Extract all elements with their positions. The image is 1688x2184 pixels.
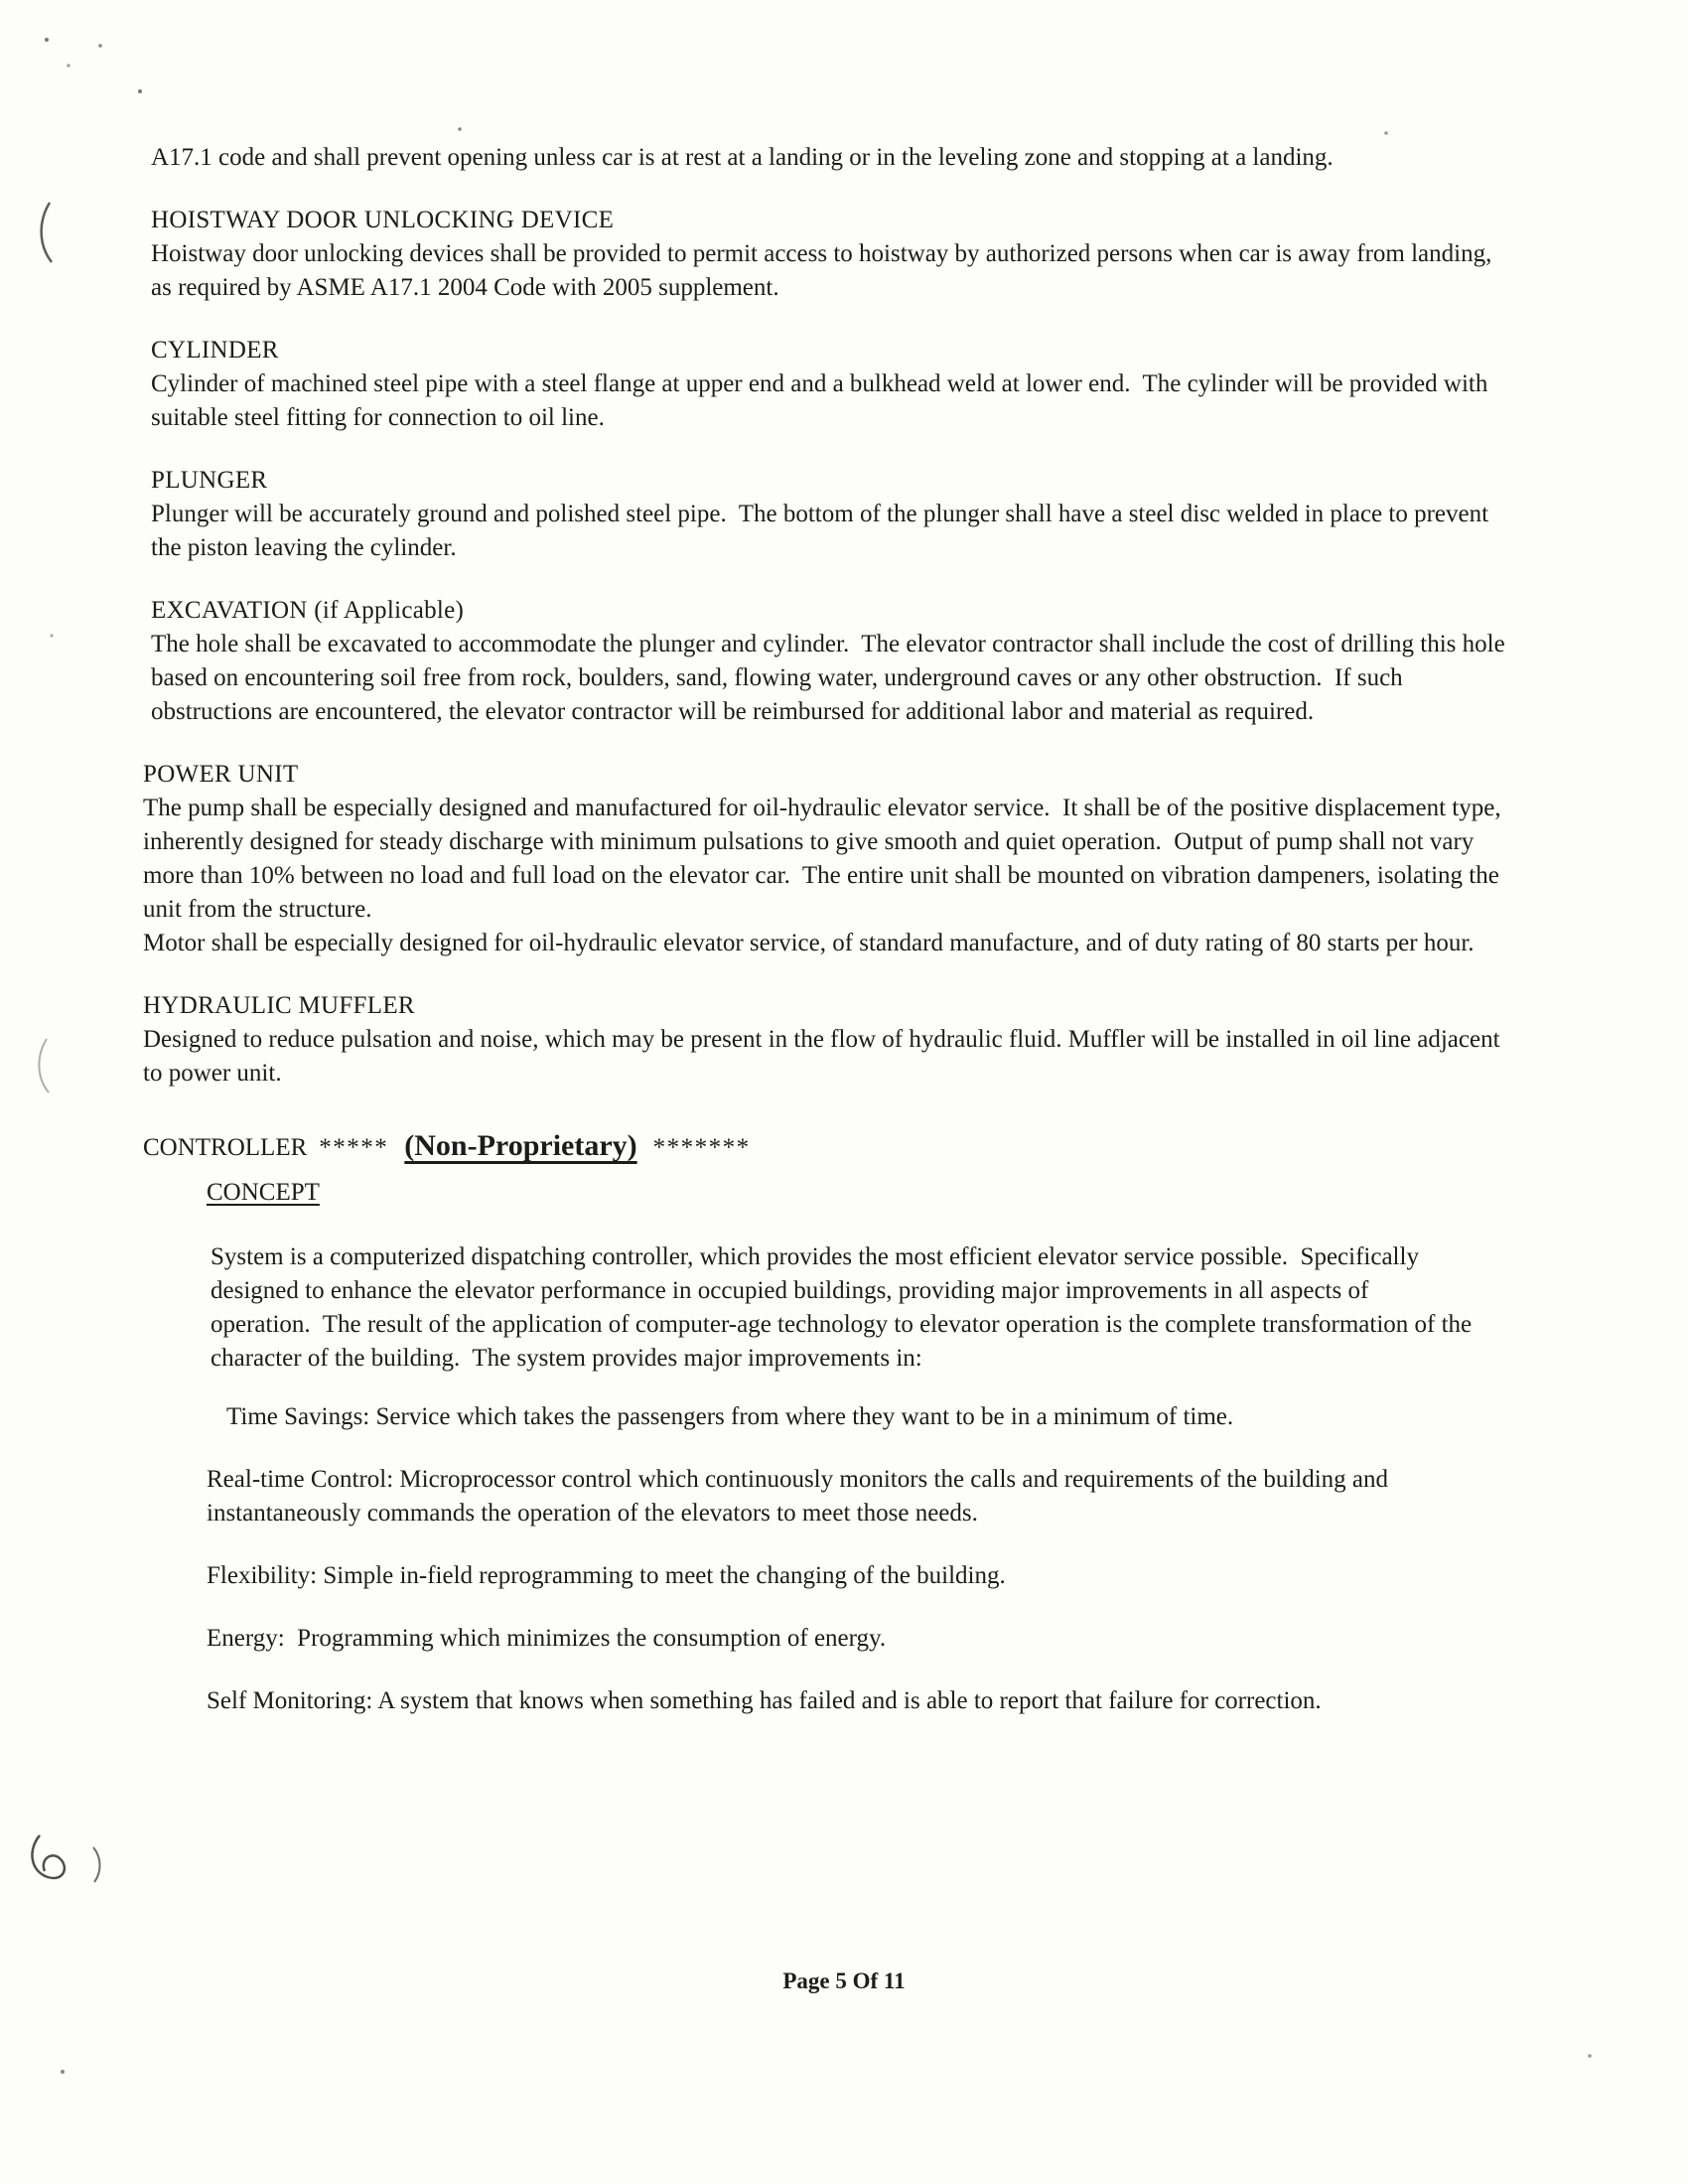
asterisks-left: ***** xyxy=(319,1134,389,1161)
asterisks-right: ******* xyxy=(652,1134,751,1161)
section-heading: CYLINDER xyxy=(151,337,279,364)
continuation-paragraph: A17.1 code and shall prevent opening unless car is at rest at a landing or in the leveling zone and stopping at a landing. xyxy=(151,144,1334,171)
section-heading: HOISTWAY DOOR UNLOCKING DEVICE xyxy=(151,207,615,233)
non-proprietary-title: (Non-Proprietary) xyxy=(404,1129,637,1162)
page-number: Page 5 Of 11 xyxy=(782,1968,906,1993)
controller-intro-paragraph: System is a computerized dispatching controller, which provides the most efficient elevator service possible. Specifically designed to enhance the elevator performance in occupied buildings, providing major improvements in all aspects of operation. The result of the application of computer-age technology to elevator operation is the complete transformation of the character of the building. The system provides major improvements in: xyxy=(211,1243,1478,1372)
concept-heading: CONCEPT xyxy=(207,1179,320,1206)
section-hoistway-door-unlocking-device xyxy=(151,204,1549,305)
scan-artifact-paren-bottom xyxy=(93,1847,100,1882)
controller-label: CONTROLLER xyxy=(143,1134,308,1161)
section-power-unit xyxy=(143,758,1549,960)
feature-energy: Energy: Programming which minimizes the consumption of energy. xyxy=(207,1625,887,1652)
feature-time-savings: Time Savings: Service which takes the passengers from where they want to be in a minimum of time. xyxy=(226,1403,1234,1430)
section-hydraulic-muffler xyxy=(143,989,1549,1091)
section-heading: HYDRAULIC MUFFLER xyxy=(143,992,415,1019)
scan-artifact-dot xyxy=(1588,2054,1592,2058)
scan-artifact-dot xyxy=(61,2070,65,2074)
feature-self-monitoring: Self Monitoring: A system that knows when something has failed and is able to report that failure for correction. xyxy=(207,1687,1322,1714)
section-heading: POWER UNIT xyxy=(143,761,299,788)
section-plunger xyxy=(151,464,1549,565)
section-body: Cylinder of machined steel pipe with a steel flange at upper end and a bulkhead weld at lower end. The cylinder will be provided with suitable steel fitting for connection to oil line. xyxy=(151,370,1494,431)
section-body: Hoistway door unlocking devices shall be provided to permit access to hoistway by authorized persons when car is away from landing, as required by ASME A17.1 2004 Code with 2005 supplement. xyxy=(151,240,1498,301)
section-cylinder xyxy=(151,334,1549,435)
feature-flexibility: Flexibility: Simple in-field reprogramming to meet the changing of the building. xyxy=(207,1562,1006,1589)
section-excavation xyxy=(151,594,1549,729)
scan-artifact-scribble xyxy=(32,1835,64,1878)
feature-real-time-control: Real-time Control: Microprocessor control which continuously monitors the calls and requirements of the building and instantaneously commands the operation of the elevators to meet those needs. xyxy=(207,1466,1395,1527)
section-body-continued: Motor shall be especially designed for oil-hydraulic elevator service, of standard manufacture, and of duty rating of 80 starts per hour. xyxy=(143,930,1475,956)
section-body: The pump shall be especially designed and manufactured for oil-hydraulic elevator service. It shall be of the positive displacement type, inherently designed for steady discharge with minimum pulsations to give smooth and quiet operation. Output of pump shall not vary more than 10% between no load and full load on the elevator car. The entire unit shall be mounted on vibration dampeners, isolating the unit from the structure. xyxy=(143,795,1507,923)
section-body: The hole shall be excavated to accommodate the plunger and cylinder. The elevator contractor shall include the cost of drilling this hole based on encountering soil free from rock, boulders, sand, flowing water, underground caves or any other obstruction. If such obstructions are encountered, the elevator contractor will be reimbursed for additional labor and material as required. xyxy=(151,631,1511,725)
controller-heading-row xyxy=(143,1127,1549,1167)
section-heading: PLUNGER xyxy=(151,467,268,494)
section-heading: EXCAVATION (if Applicable) xyxy=(151,597,465,624)
section-body: Designed to reduce pulsation and noise, which may be present in the flow of hydraulic fluid. Muffler will be installed in oil line adjacent to power unit. xyxy=(143,1026,1506,1087)
section-body: Plunger will be accurately ground and polished steel pipe. The bottom of the plunger shall have a steel disc welded in place to prevent the piston leaving the cylinder. xyxy=(151,501,1495,561)
